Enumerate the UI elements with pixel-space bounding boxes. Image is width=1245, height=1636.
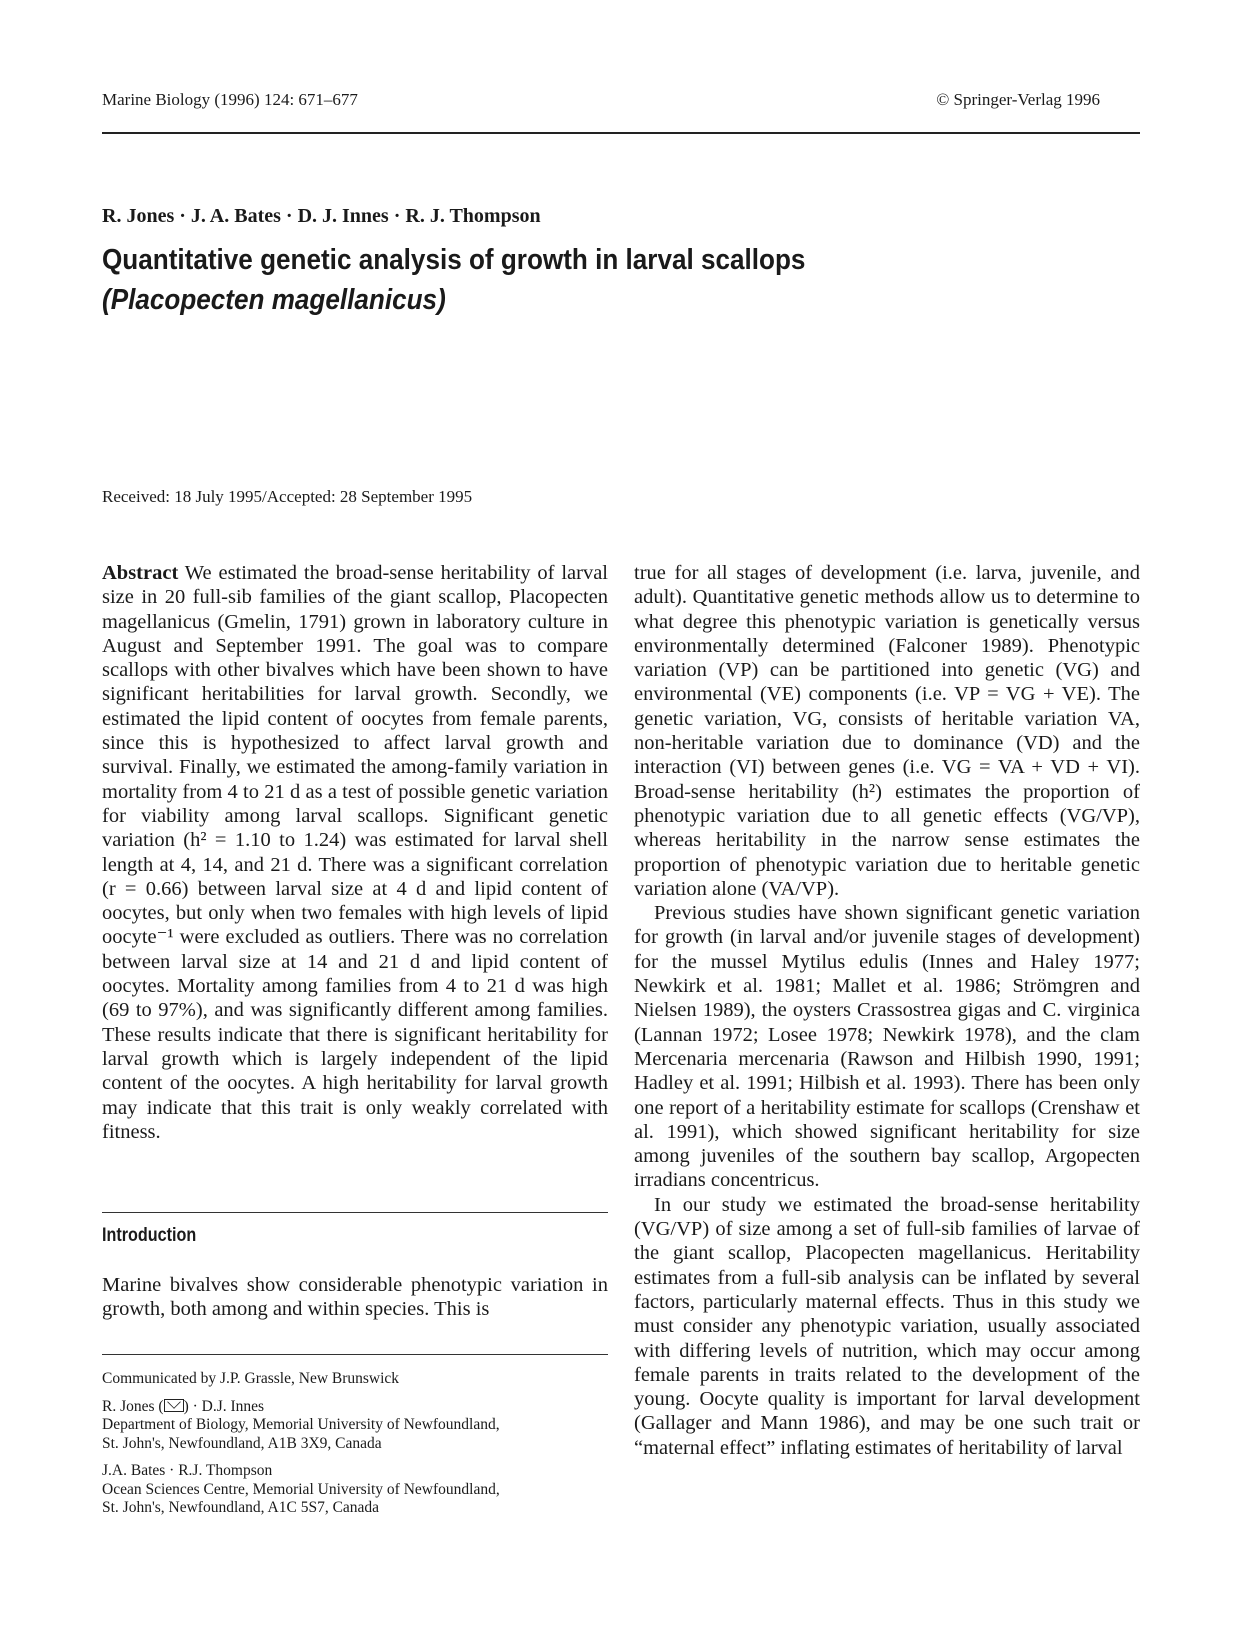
right-column [634,561,1140,1460]
paragraph-3: In our study we estimated the broad-sense heritability (VG/VP) of size among a set of full-sib families of larvae of the giant scallop, Placopecten magellanicus. Heritability estimates from a full-sib analysis can be inflated by several factors, particularly maternal effects. Thus in this study we must consider any phenotypic variation, usually associated with differing levels of nutrition, which may occur among female parents in traits related to the development of the young. Oocyte quality is important for larval development (Gallager and Mann 1986), and may be one such trait or “maternal effect” inflating estimates of heritability of larval [634,1193,1140,1459]
affiliation-1-line-2: St. John's, Newfoundland, A1B 3X9, Canada [102,1434,382,1452]
author-list: R. Jones · J. A. Bates · D. J. Innes · R. J. Thompson [102,205,541,227]
left-column [102,561,608,1144]
paragraph-2: Previous studies have shown significant genetic variation for growth (in larval and/or juvenile stages of development) for the mussel Mytilus edulis (Innes and Haley 1977; Newkirk et al. 1981; Mallet et al. 1986; Strömgren and Nielsen 1989), the oysters Crassostrea gigas and C. virginica (Lannan 1972; Losee 1978; Newkirk 1978), and the clam Mercenaria mercenaria (Rawson and Hilbish 1990, 1991; Hadley et al. 1991; Hilbish et al. 1993). There has been only one report of a heritability estimate for scallops (Crenshaw et al. 1991), which showed significant heritability for size among juveniles of the southern bay scallop, Argopecten irradians concentricus. [634,902,1140,1192]
journal-reference: Marine Biology (1996) 124: 671–677 [102,90,358,109]
affiliation-1-names-b: ) · D.J. Innes [183,1397,265,1415]
affiliation-1-names-a: R. Jones ( [102,1397,164,1415]
abstract-label: Abstract [102,562,179,584]
introduction-rule [102,1212,608,1213]
affiliation-2-line-2: St. John's, Newfoundland, A1C 5S7, Canada [102,1499,380,1516]
communicated-by: Communicated by J.P. Grassle, New Brunswick [102,1370,400,1387]
abstract [102,561,608,1144]
introduction-text: Marine bivalves show considerable phenotypic variation in growth, both among and within species. This is [102,1274,608,1321]
header-rule [102,132,1140,134]
received-dates: Received: 18 July 1995/Accepted: 28 September 1995 [102,487,473,506]
introduction-heading: Introduction [102,1225,197,1246]
affiliation-2-names: J.A. Bates · R.J. Thompson [102,1462,273,1479]
affiliation-2-line-1: Ocean Sciences Centre, Memorial University of Newfoundland, [102,1480,500,1498]
paragraph-1: true for all stages of development (i.e. larva, juvenile, and adult). Quantitative genetic methods allow us to determine to what degree this phenotypic variation is genetically versus environmentally determined (Falconer 1989). Phenotypic variation (VP) can be partitioned into genetic (VG) and environmental (VE) components (i.e. VP = VG + VE). The genetic variation, VG, consists of heritable variation VA, non-heritable variation due to dominance (VD) and the interaction (VI) between genes (i.e. VG = VA + VD + VI). Broad-sense heritability (h²) estimates the proportion of phenotypic variation due to all genetic effects (VG/VP), whereas heritability in the narrow sense estimates the proportion of phenotypic variation due to heritable genetic variation alone (VA/VP). [634,562,1140,900]
affiliation-2 [102,1462,608,1518]
title-line-1: Quantitative genetic analysis of growth in larval scallops [102,244,806,276]
title-line-2: (Placopecten magellanicus) [102,284,446,316]
article-title [102,240,1002,320]
affiliation-1-line-1: Department of Biology, Memorial University of Newfoundland, [102,1416,500,1433]
footnotes [102,1370,608,1527]
footnote-rule [102,1354,608,1355]
abstract-text: We estimated the broad-sense heritability of larval size in 20 full-sib families of the giant scallop, Placopecten magellanicus (Gmelin, 1791) grown in laboratory culture in August and September 1991. The goal was to compare scallops with other bivalves which have been shown to have significant heritabilities for larval growth. Secondly, we estimated the lipid content of oocytes from female parents, since this is hypothesized to affect larval growth and survival. Finally, we estimated the among-family variation in mortality from 4 to 21 d as a test of possible genetic variation for viability among larval scallops. Significant genetic variation (h² = 1.10 to 1.24) was estimated for larval shell length at 4, 14, and 21 d. There was a significant correlation (r = 0.66) between larval size at 4 d and lipid content of oocytes, but only when two females with high levels of lipid oocyte⁻¹ were excluded as outliers. There was no correlation between larval size at 14 and 21 d and lipid content of oocytes. Mortality among families from 4 to 21 d was high (69 to 97%), and was significantly different among families. These results indicate that there is significant heritability for larval growth which is largely independent of the lipid content of the oocytes. A high heritability for larval growth may indicate that this trait is only weakly correlated with fitness. [102,562,608,1143]
affiliation-1 [102,1398,608,1454]
copyright-notice: © Springer-Verlag 1996 [936,90,1100,109]
envelope-icon [164,1399,184,1412]
